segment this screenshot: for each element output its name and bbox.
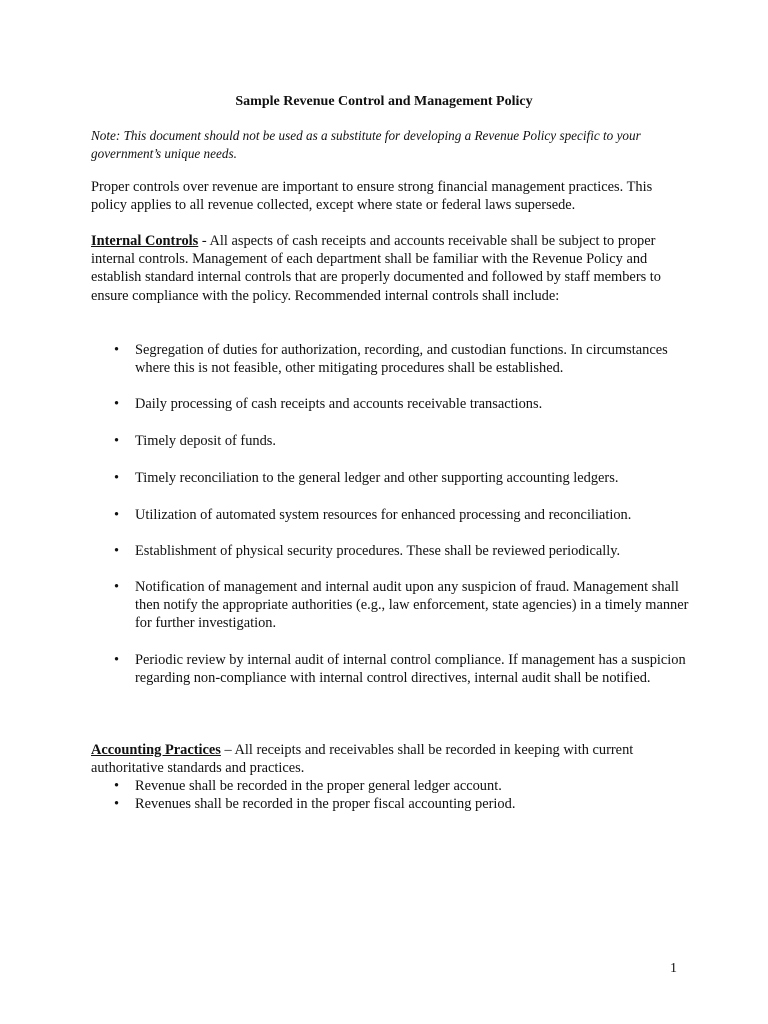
list-item bbox=[114, 395, 705, 413]
bullet-icon: • bbox=[114, 507, 120, 523]
list-item-text: Timely reconciliation to the general ledger and other supporting accounting ledgers. bbox=[135, 470, 619, 486]
bullet-icon: • bbox=[114, 652, 120, 668]
bullet-icon: • bbox=[114, 433, 120, 449]
list-item bbox=[114, 432, 705, 450]
internal-controls-paragraph bbox=[91, 232, 681, 305]
list-item-text: Revenues shall be recorded in the proper fiscal accounting period. bbox=[135, 796, 516, 812]
list-item bbox=[114, 542, 705, 560]
bullet-icon: • bbox=[114, 796, 120, 812]
list-item-text: Segregation of duties for authorization, recording, and custodian functions. In circumstances where this is not feasible, other mitigating procedures shall be established. bbox=[135, 342, 668, 377]
bullet-icon: • bbox=[114, 342, 120, 358]
list-item-text: Daily processing of cash receipts and accounts receivable transactions. bbox=[135, 396, 543, 412]
accounting-practices-text: – All receipts and receivables shall be recorded in keeping with current authoritative standards and practices. bbox=[91, 742, 634, 777]
bullet-icon: • bbox=[114, 396, 120, 412]
accounting-practices-heading: Accounting Practices bbox=[91, 742, 221, 758]
intro-paragraph: Proper controls over revenue are important to ensure strong financial management practices. This policy applies to all revenue collected, except where state or federal laws supersede. bbox=[91, 179, 653, 214]
list-item-text: Periodic review by internal audit of internal control compliance. If management has a suspicion regarding non-compliance with internal control directives, internal audit shall be notified. bbox=[135, 652, 686, 687]
accounting-practices-paragraph bbox=[91, 741, 681, 777]
list-item-text: Utilization of automated system resources for enhanced processing and reconciliation. bbox=[135, 507, 632, 523]
list-item bbox=[114, 777, 705, 795]
bullet-icon: • bbox=[114, 543, 120, 559]
bullet-icon: • bbox=[114, 579, 120, 595]
list-item bbox=[114, 506, 705, 524]
document-title: Sample Revenue Control and Management Policy bbox=[235, 94, 533, 109]
page-number: 1 bbox=[670, 961, 677, 976]
list-item bbox=[114, 651, 695, 687]
list-item-text: Revenue shall be recorded in the proper general ledger account. bbox=[135, 778, 502, 794]
list-item-text: Establishment of physical security procedures. These shall be reviewed periodically. bbox=[135, 543, 621, 559]
bullet-icon: • bbox=[114, 778, 120, 794]
internal-controls-heading: Internal Controls bbox=[91, 233, 199, 249]
disclaimer-note: Note: This document should not be used as a substitute for developing a Revenue Policy specific to your government’s unique needs. bbox=[91, 128, 641, 161]
list-item bbox=[114, 578, 695, 633]
list-item-text: Timely deposit of funds. bbox=[135, 433, 276, 449]
list-item bbox=[114, 341, 705, 377]
internal-controls-text: - All aspects of cash receipts and accounts receivable shall be subject to proper internal controls. Management of each department shall be familiar with the Revenue Policy and establish standard internal controls that are properly documented and followed by staff members to ensure compliance with the policy. Recommended internal controls shall include: bbox=[91, 233, 661, 304]
list-item bbox=[114, 469, 705, 487]
list-item bbox=[114, 795, 705, 813]
bullet-icon: • bbox=[114, 470, 120, 486]
list-item-text: Notification of management and internal audit upon any suspicion of fraud. Management shall then notify the appropriate authorities (e.g., law enforcement, state agencies) in a timely manner for further investigation. bbox=[135, 579, 689, 632]
